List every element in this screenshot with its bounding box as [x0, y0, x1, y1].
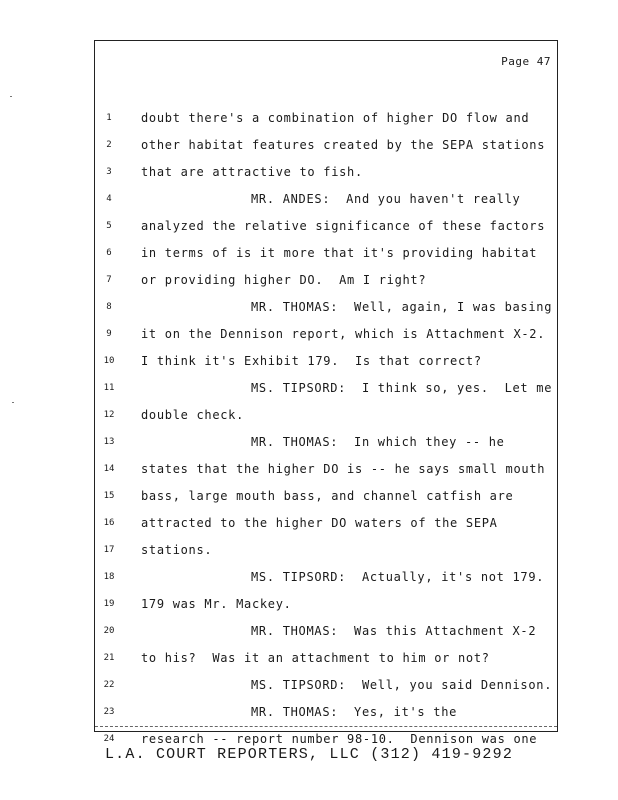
line-number: 20	[103, 626, 115, 636]
transcript-line	[95, 410, 557, 437]
line-number: 9	[106, 329, 112, 339]
line-text: MR. ANDES: And you haven't really	[251, 192, 521, 206]
page-number: Page 47	[501, 55, 551, 68]
line-number: 7	[106, 275, 112, 285]
line-number: 4	[106, 194, 112, 204]
line-number: 12	[103, 410, 115, 420]
transcript-line	[95, 491, 557, 518]
transcript-line	[95, 599, 557, 626]
line-number: 8	[106, 302, 112, 312]
transcript-line	[95, 626, 557, 653]
transcript-line	[95, 113, 557, 140]
line-number: 6	[106, 248, 112, 258]
transcript-line	[95, 653, 557, 680]
transcript-line	[95, 383, 557, 410]
transcript-line	[95, 680, 557, 707]
line-number: 14	[103, 464, 115, 474]
transcript-line	[95, 275, 557, 302]
line-text: MS. TIPSORD: I think so, yes. Let me	[251, 381, 553, 395]
transcript-line	[95, 707, 557, 734]
line-number: 24	[103, 734, 115, 744]
transcript-line	[95, 464, 557, 491]
transcript-line	[95, 329, 557, 356]
line-number: 3	[106, 167, 112, 177]
transcript-line	[95, 356, 557, 383]
line-number: 1	[106, 113, 112, 123]
line-number: 16	[103, 518, 115, 528]
transcript-line	[95, 194, 557, 221]
transcript-line	[95, 140, 557, 167]
line-text: states that the higher DO is -- he says small mouth	[141, 462, 546, 476]
transcript-line	[95, 248, 557, 275]
line-text: MR. THOMAS: Well, again, I was basing	[251, 300, 553, 314]
transcript-page	[94, 40, 558, 746]
transcript-line	[95, 302, 557, 329]
line-text: in terms of is it more that it's providing habitat	[141, 246, 538, 260]
scan-speck	[12, 402, 14, 403]
line-number: 15	[103, 491, 115, 501]
line-text: MR. THOMAS: In which they -- he	[251, 435, 505, 449]
line-text: MS. TIPSORD: Actually, it's not 179.	[251, 570, 545, 584]
line-text: MS. TIPSORD: Well, you said Dennison.	[251, 678, 553, 692]
line-text: to his? Was it an attachment to him or not?	[141, 651, 490, 665]
transcript-line	[95, 545, 557, 572]
line-number: 19	[103, 599, 115, 609]
court-reporter-footer: L.A. COURT REPORTERS, LLC (312) 419-9292	[104, 746, 514, 763]
line-number: 23	[103, 707, 115, 717]
line-number: 17	[103, 545, 115, 555]
line-text: 179 was Mr. Mackey.	[141, 597, 292, 611]
line-number: 2	[106, 140, 112, 150]
line-text: I think it's Exhibit 179. Is that correct?	[141, 354, 482, 368]
line-number: 11	[103, 383, 115, 393]
line-number: 22	[103, 680, 115, 690]
line-number: 21	[103, 653, 115, 663]
line-text: stations.	[141, 543, 213, 557]
line-text: doubt there's a combination of higher DO flow and	[141, 111, 530, 125]
scan-speck	[10, 96, 12, 97]
line-number: 10	[103, 356, 115, 366]
line-text: it on the Dennison report, which is Attachment X-2.	[141, 327, 546, 341]
line-text: or providing higher DO. Am I right?	[141, 273, 427, 287]
line-number: 13	[103, 437, 115, 447]
line-text: that are attractive to fish.	[141, 165, 363, 179]
transcript-line	[95, 221, 557, 248]
line-text: MR. THOMAS: Was this Attachment X-2	[251, 624, 537, 638]
transcript-line	[95, 518, 557, 545]
transcript-line	[95, 437, 557, 464]
transcript-line	[95, 572, 557, 599]
line-number: 18	[103, 572, 115, 582]
transcript-line	[95, 167, 557, 194]
line-text: bass, large mouth bass, and channel catfish are	[141, 489, 514, 503]
line-text: double check.	[141, 408, 245, 422]
line-text: attracted to the higher DO waters of the SEPA	[141, 516, 498, 530]
line-text: analyzed the relative significance of these factors	[141, 219, 546, 233]
line-text: research -- report number 98-10. Dennison was one	[141, 732, 538, 746]
line-text: other habitat features created by the SEPA stations	[141, 138, 546, 152]
line-text: MR. THOMAS: Yes, it's the	[251, 705, 458, 719]
line-number: 5	[106, 221, 112, 231]
